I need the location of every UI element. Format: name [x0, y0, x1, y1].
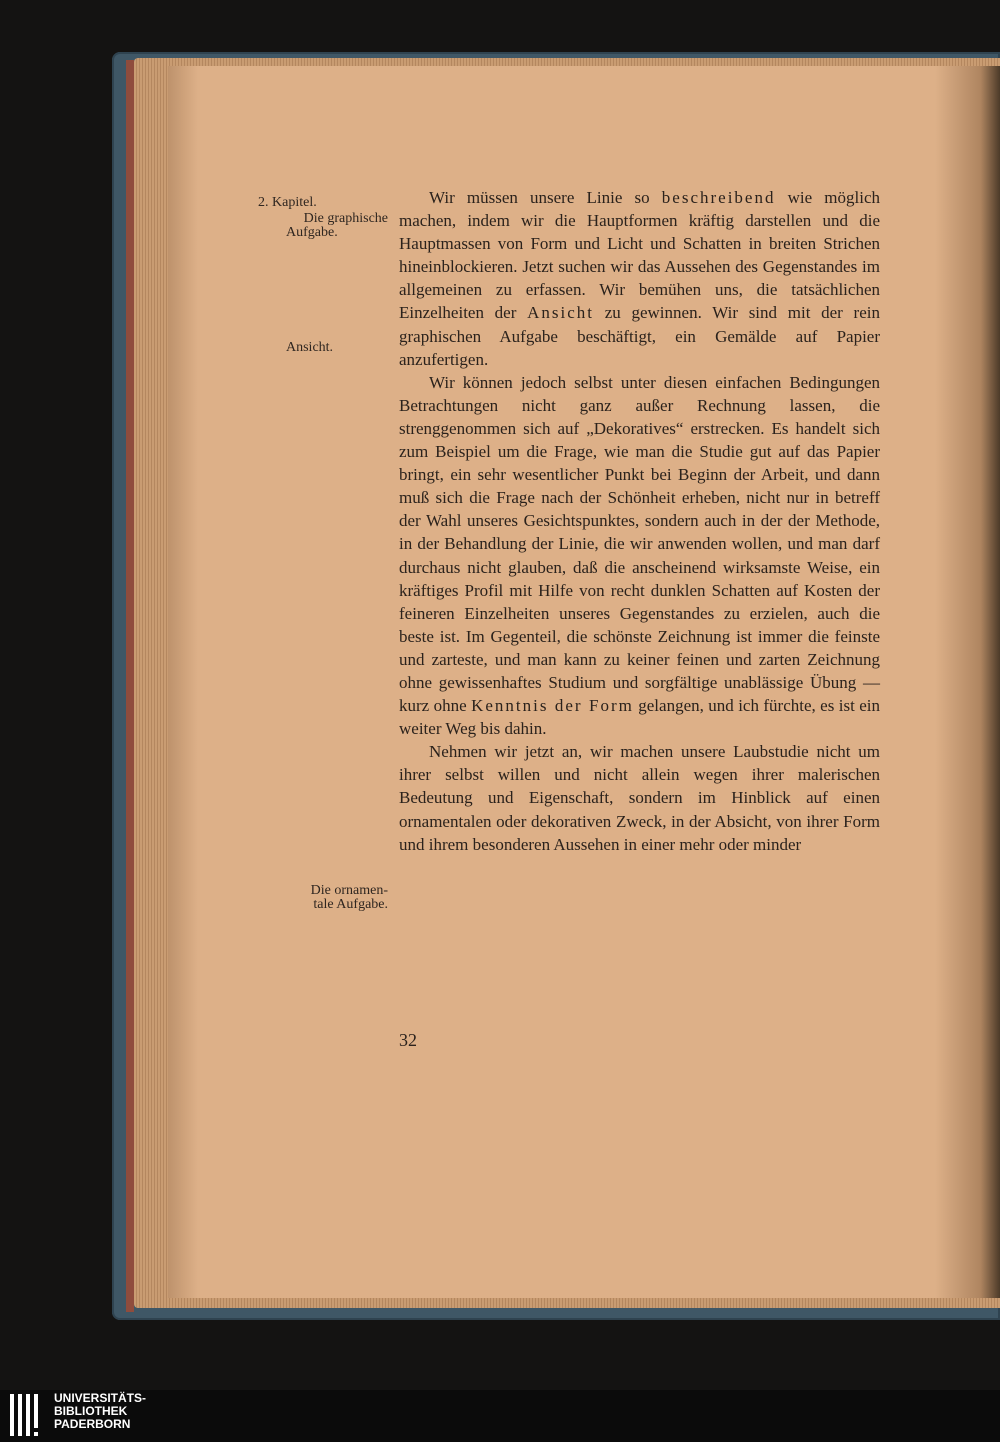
clean-board-red [126, 60, 134, 1312]
sidenote-ansicht [286, 341, 386, 355]
sidenote-ornamental-line1: Die ornamen- [310, 883, 388, 898]
para2-a: Wir können jedoch selbst unter diesen einfachen Bedingungen Betrachtungen nicht ganz außer Rechnung lassen, die strenggenommen sich auf „Dekoratives“ erstrecken. Es handelt sich zum Beispiel um die Frage, wie man die Studie gut auf das Papier bringt, ein sehr wesentlicher Punkt bei Beginn der Arbeit, und dann muß sich die Frage nach der Schönheit erheben, nicht nur in betreff der Wahl unseres Gesichtspunktes, sondern auch in der der Methode, in der Behandlung der Linie, die wir anwenden wollen, und man darf durchaus nicht glauben, daß die anscheinend wirksamste Weise, ein kräftiges Profil mit Hilfe von recht dunklen Schatten auf Kosten der feineren Einzelheiten unseres Gegenstandes zu erzielen, auch die beste ist. Im Gegenteil, die schönste Zeichnung ist immer die feinste und zarteste, und man kann zu keiner feinen und zarten Zeichnung ohne gewissenhaftes Studium und sorgfältige unablässige Übung — kurz ohne [399, 372, 880, 716]
sidenote-kapitel [258, 196, 380, 210]
sidenote-ornamental [268, 884, 388, 912]
para1-c: wie möglich machen, indem wir die Hauptformen kräftig darstellen und die Hauptmassen von Form und Licht und Schatten in breiten Strichen hineinblockieren. Jetzt suchen wir das Aussehen des Gegenstandes im allgemeinen zu erfassen. Wir bemühen uns, die tatsächlichen Einzelheiten der [399, 188, 880, 323]
sidenote-graphische-line2: Aufgabe. [286, 225, 338, 240]
para1-e: zu gewinnen. Wir sind mit der rein graphischen Aufgabe beschäftigt, ein Gemälde auf Papier anzufertigen. [399, 303, 880, 369]
para1-a: Wir müssen unsere Linie so [429, 188, 662, 207]
footer-bar [0, 1390, 1000, 1442]
page-number: 32 [399, 1030, 417, 1050]
sidenote-graphische-line1: Die graphische [303, 211, 388, 226]
clean-gutter [935, 66, 1000, 1298]
para2-c: gelangen, und ich fürchte, es ist ein weiter Weg bis dahin. [399, 696, 880, 739]
sidenote-graphische [268, 212, 388, 240]
clean-page-inner-shadow [168, 66, 198, 1298]
paragraph-3: Nehmen wir jetzt an, wir machen unsere Laubstudie nicht um ihrer selbst willen und nicht allein wegen ihrer malerischen Bedeutung und Eigenschaft, sondern im Hinblick auf einen ornamentalen oder dekorativen Zweck, in der Absicht, von ihrer Form und ihrem besonderen Aussehen in einer mehr oder minder [399, 742, 880, 854]
para1-emphasis-ansicht: Ansicht [527, 303, 594, 323]
library-logo-icon [8, 1392, 48, 1438]
library-name [54, 1392, 146, 1431]
paragraph-2 [399, 371, 880, 741]
library-name-line2: BIBLIOTHEK [54, 1404, 128, 1418]
paragraph-1 [399, 186, 880, 371]
sidenote-ansicht-text: Ansicht. [286, 340, 334, 355]
sidenote-kapitel-text: 2. Kapitel. [258, 195, 317, 210]
para1-emphasis-beschreibend: beschreibend [661, 188, 776, 207]
sidenote-ornamental-line2: tale Aufgabe. [313, 897, 388, 912]
library-name-line3: PADERBORN [54, 1417, 131, 1431]
para2-emphasis-kenntnis: Kenntnis der Form [471, 696, 634, 716]
body-text [399, 186, 880, 856]
library-name-line1: UNIVERSITÄTS- [54, 1391, 147, 1405]
